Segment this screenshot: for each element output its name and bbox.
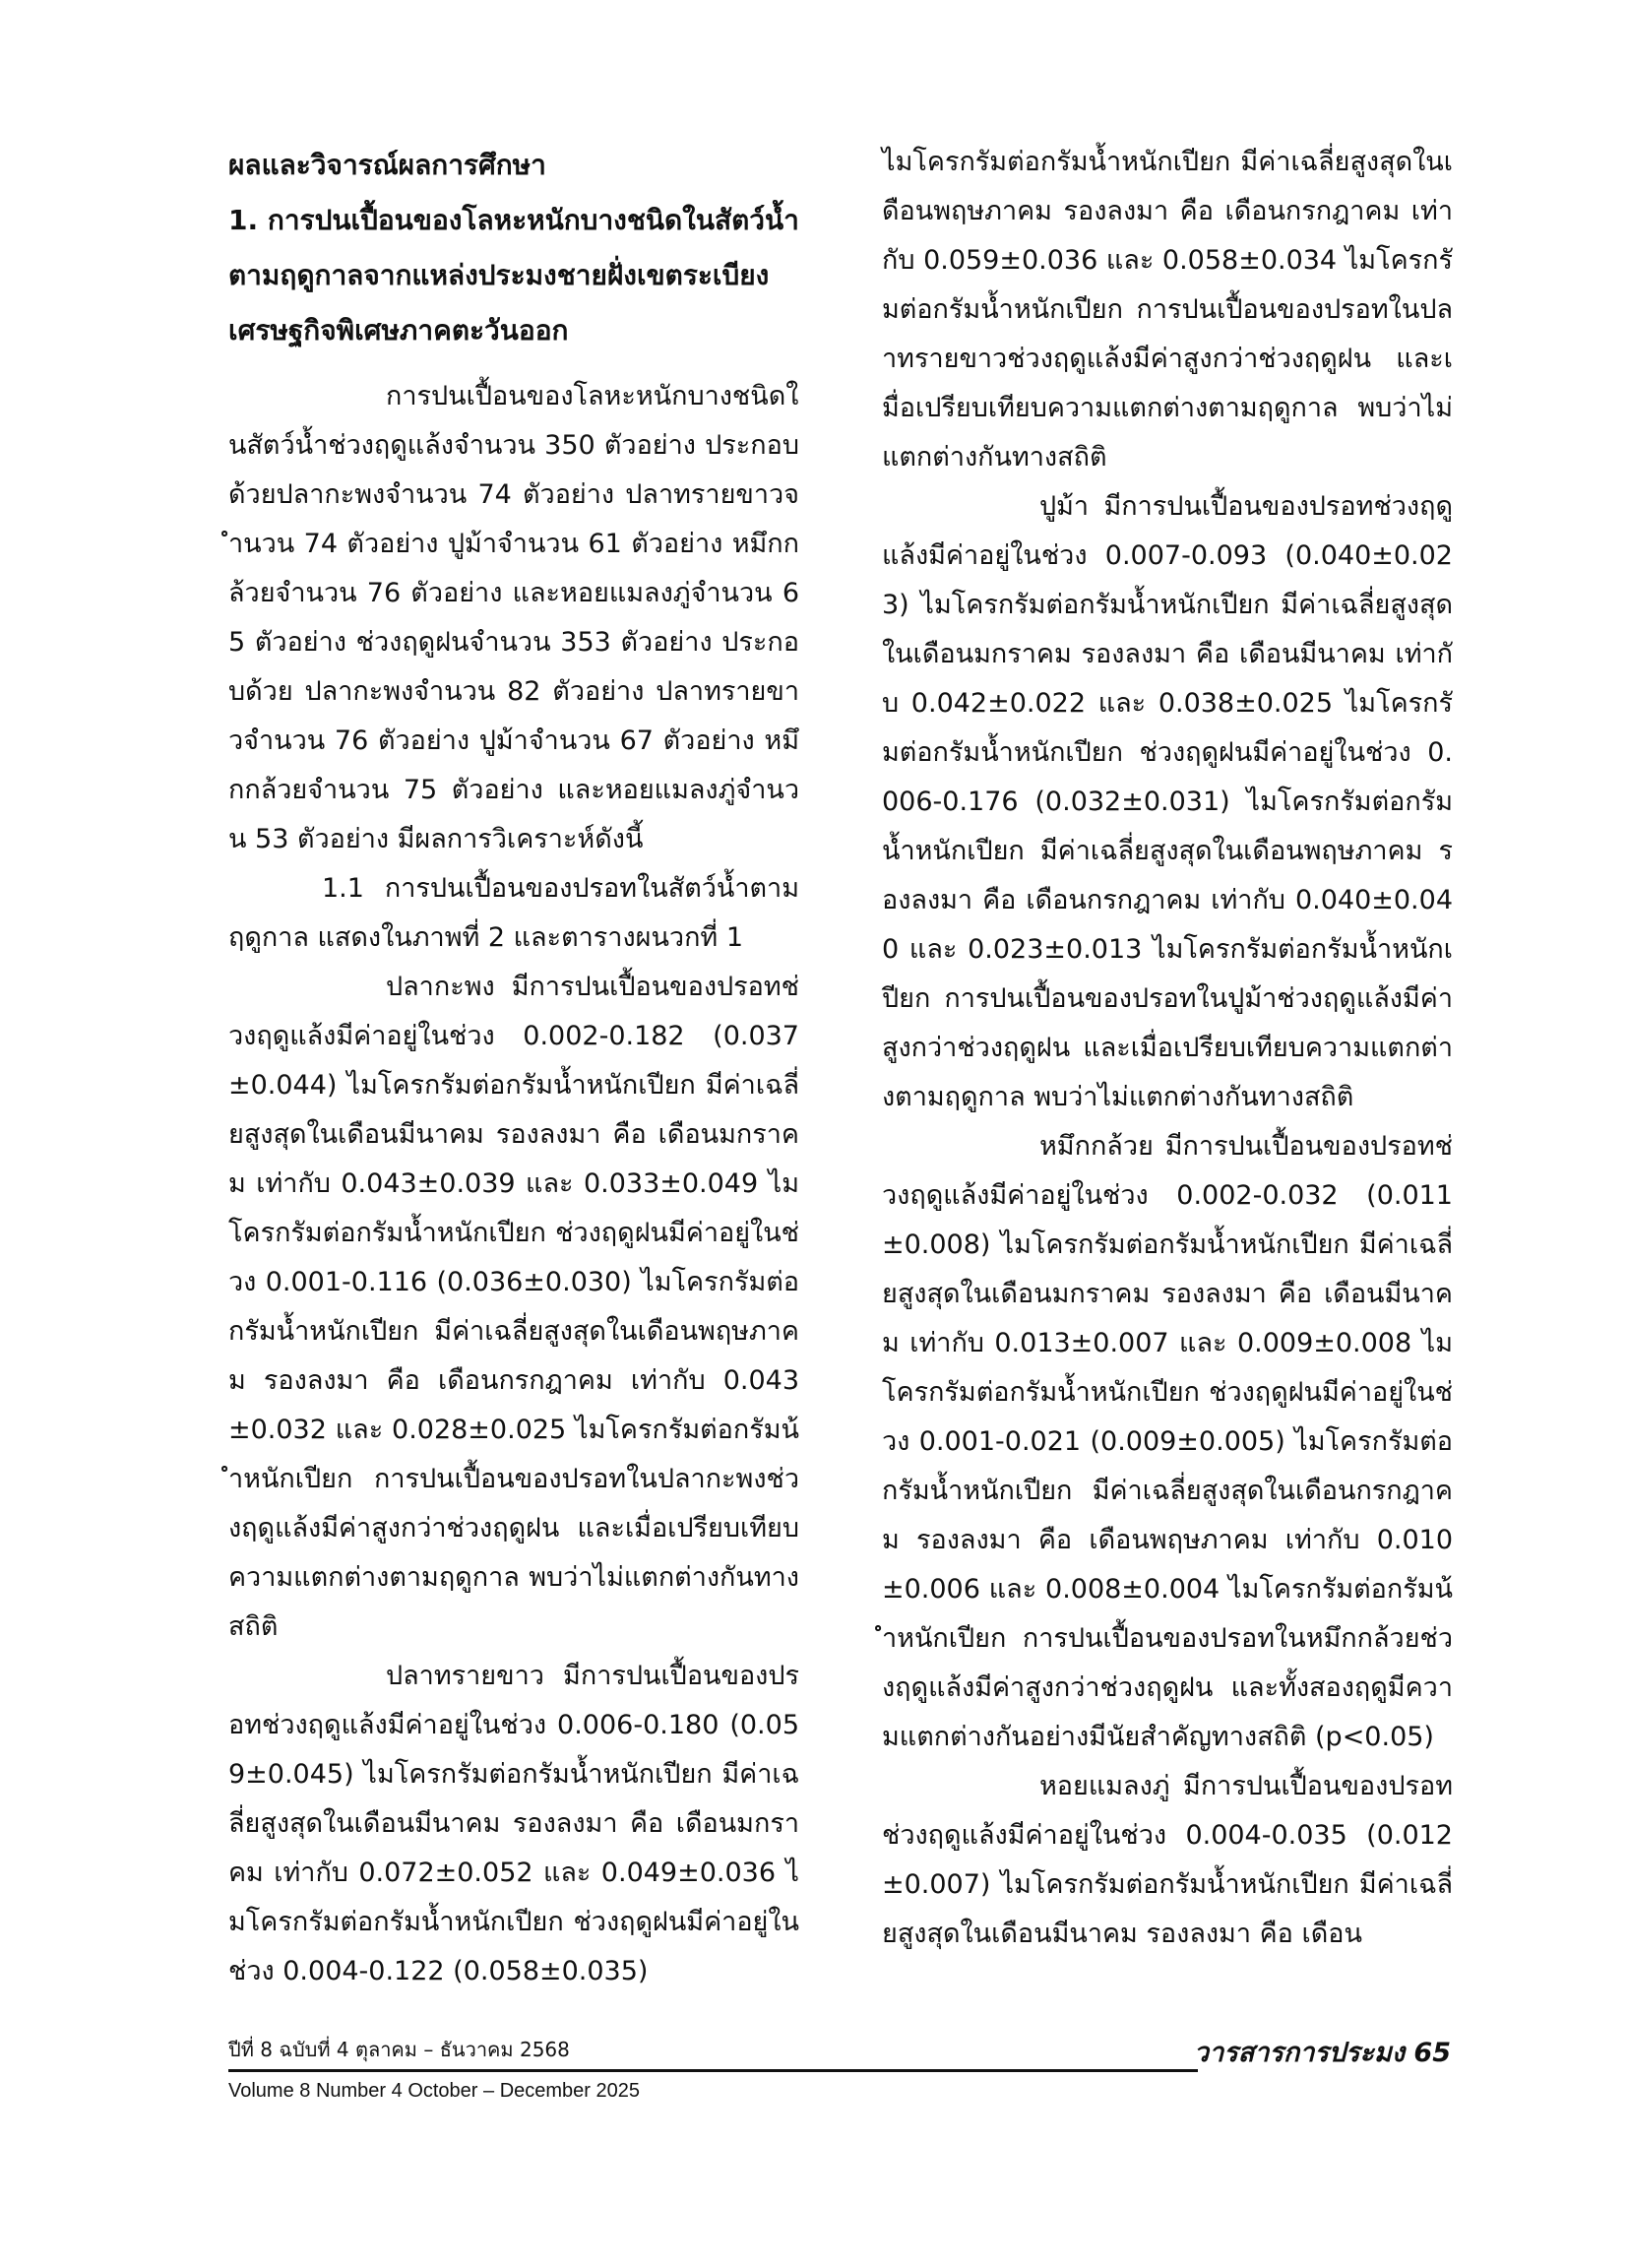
journal-name-page-number: วารสารการประมง 65 bbox=[1184, 2038, 1451, 2069]
paragraph-crab: ปูม้า มีการปนเปื้อนของปรอทช่วงฤดูแล้งมีค่าอยู่ในช่วง 0.007-0.093 (0.040±0.023) ไมโครกรัมต่อกรัมน้ำหนักเปียก มีค่าเฉลี่ยสูงสุดในเดือนมกราคม รองลงมา คือ เดือนมีนาคม เท่ากับ 0.042±0.022 และ 0.038±0.025 ไมโครกรัมต่อกรัมน้ำหนักเปียก ช่วงฤดูฝนมีค่าอยู่ในช่วง 0.006-0.176 (0.032±0.031) ไมโครกรัมต่อกรัมน้ำหนักเปียก มีค่าเฉลี่ยสูงสุดในเดือนพฤษภาคม รองลงมา คือ เดือนกรกฎาคม เท่ากับ 0.040±0.040 และ 0.023±0.013 ไมโครกรัมต่อกรัมน้ำหนักเปียก การปนเปื้อนของปรอทในปูม้าช่วงฤดูแล้งมีค่าสูงกว่าช่วงฤดูฝน และเมื่อเปรียบเทียบความแตกต่างตามฤดูกาล พบว่าไม่แตกต่างกันทางสถิติ bbox=[882, 491, 1453, 1112]
subsection-title: 1. การปนเปื้อนของโลหะหนักบางชนิดในสัตว์น้ำตามฤดูกาลจากแหล่งประมงชายฝั่งเขตระเบียงเศรษฐกิจพิเศษภาคตะวันออก bbox=[228, 204, 799, 346]
paragraph-intro: การปนเปื้อนของโลหะหนักบางชนิดในสัตว์น้ำช่วงฤดูแล้งจำนวน 350 ตัวอย่าง ประกอบด้วยปลากะพงจำนวน 74 ตัวอย่าง ปลาทรายขาวจำนวน 74 ตัวอย่าง ปูม้าจำนวน 61 ตัวอย่าง หมึกกล้วยจำนวน 76 ตัวอย่าง และหอยแมลงภู่จำนวน 65 ตัวอย่าง ช่วงฤดูฝนจำนวน 353 ตัวอย่าง ประกอบด้วย ปลากะพงจำนวน 82 ตัวอย่าง ปลาทรายขาวจำนวน 76 ตัวอย่าง ปูม้าจำนวน 67 ตัวอย่าง หมึกกล้วยจำนวน 75 ตัวอย่าง และหอยแมลงภู่จำนวน 53 ตัวอย่าง มีผลการวิเคราะห์ดังนี้ bbox=[228, 381, 799, 854]
left-column bbox=[228, 138, 799, 1996]
paragraph-squid: หมึกกล้วย มีการปนเปื้อนของปรอทช่วงฤดูแล้งมีค่าอยู่ในช่วง 0.002-0.032 (0.011±0.008) ไมโครกรัมต่อกรัมน้ำหนักเปียก มีค่าเฉลี่ยสูงสุดในเดือนมกราคม รองลงมา คือ เดือนมีนาคม เท่ากับ 0.013±0.007 และ 0.009±0.008 ไมโครกรัมต่อกรัมน้ำหนักเปียก ช่วงฤดูฝนมีค่าอยู่ในช่วง 0.001-0.021 (0.009±0.005) ไมโครกรัมต่อกรัมน้ำหนักเปียก มีค่าเฉลี่ยสูงสุดในเดือนกรกฎาคม รองลงมา คือ เดือนพฤษภาคม เท่ากับ 0.010±0.006 และ 0.008±0.004 ไมโครกรัมต่อกรัมน้ำหนักเปียก การปนเปื้อนของปรอทในหมึกกล้วยช่วงฤดูแล้งมีค่าสูงกว่าช่วงฤดูฝน และทั้งสองฤดูมีความแตกต่างกันอย่างมีนัยสำคัญทางสถิติ (p<0.05) bbox=[882, 1131, 1453, 1752]
paragraph-1-1: 1.1 การปนเปื้อนของปรอทในสัตว์น้ำตามฤดูกาล แสดงในภาพที่ 2 และตารางผนวกที่ 1 bbox=[228, 873, 799, 953]
paragraph-threadfin: ปลาทรายขาว มีการปนเปื้อนของปรอทช่วงฤดูแล้งมีค่าอยู่ในช่วง 0.006-0.180 (0.059±0.045) ไมโครกรัมต่อกรัมน้ำหนักเปียก มีค่าเฉลี่ยสูงสุดในเดือนมีนาคม รองลงมา คือ เดือนมกราคม เท่ากับ 0.072±0.052 และ 0.049±0.036 ไมโครกรัมต่อกรัมน้ำหนักเปียก ช่วงฤดูฝนมีค่าอยู่ในช่วง 0.004-0.122 (0.058±0.035) bbox=[228, 1661, 799, 1986]
paragraph-mussel: หอยแมลงภู่ มีการปนเปื้อนของปรอทช่วงฤดูแล้งมีค่าอยู่ในช่วง 0.004-0.035 (0.012±0.007) ไมโครกรัมต่อกรัมน้ำหนักเปียก มีค่าเฉลี่ยสูงสุดในเดือนมีนาคม รองลงมา คือ เดือน bbox=[882, 1771, 1453, 1949]
footer-issue-english: Volume 8 Number 4 October – December 2025 bbox=[228, 2080, 640, 2102]
paragraph-threadfin-cont: ไมโครกรัมต่อกรัมน้ำหนักเปียก มีค่าเฉลี่ยสูงสุดในเดือนพฤษภาคม รองลงมา คือ เดือนกรกฎาคม เท่ากับ 0.059±0.036 และ 0.058±0.034 ไมโครกรัมต่อกรัมน้ำหนักเปียก การปนเปื้อนของปรอทในปลาทรายขาวช่วงฤดูแล้งมีค่าสูงกว่าช่วงฤดูฝน และเมื่อเปรียบเทียบความแตกต่างตามฤดูกาล พบว่าไม่แตกต่างกันทางสถิติ bbox=[882, 147, 1453, 472]
paragraph-seabass: ปลากะพง มีการปนเปื้อนของปรอทช่วงฤดูแล้งมีค่าอยู่ในช่วง 0.002-0.182 (0.037±0.044) ไมโครกรัมต่อกรัมน้ำหนักเปียก มีค่าเฉลี่ยสูงสุดในเดือนมีนาคม รองลงมา คือ เดือนมกราคม เท่ากับ 0.043±0.039 และ 0.033±0.049 ไมโครกรัมต่อกรัมน้ำหนักเปียก ช่วงฤดูฝนมีค่าอยู่ในช่วง 0.001-0.116 (0.036±0.030) ไมโครกรัมต่อกรัมน้ำหนักเปียก มีค่าเฉลี่ยสูงสุดในเดือนพฤษภาคม รองลงมา คือ เดือนกรกฎาคม เท่ากับ 0.043±0.032 และ 0.028±0.025 ไมโครกรัมต่อกรัมน้ำหนักเปียก การปนเปื้อนของปรอทในปลากะพงช่วงฤดูแล้งมีค่าสูงกว่าช่วงฤดูฝน และเมื่อเปรียบเทียบความแตกต่างตามฤดูกาล พบว่าไม่แตกต่างกันทางสถิติ bbox=[228, 972, 799, 1642]
footer-issue-thai: ปีที่ 8 ฉบับที่ 4 ตุลาคม – ธันวาคม 2568 bbox=[228, 2038, 570, 2061]
section-title: ผลและวิจารณ์ผลการศึกษา bbox=[228, 149, 546, 181]
right-column bbox=[882, 138, 1453, 1959]
footer-rule bbox=[228, 2069, 1198, 2072]
